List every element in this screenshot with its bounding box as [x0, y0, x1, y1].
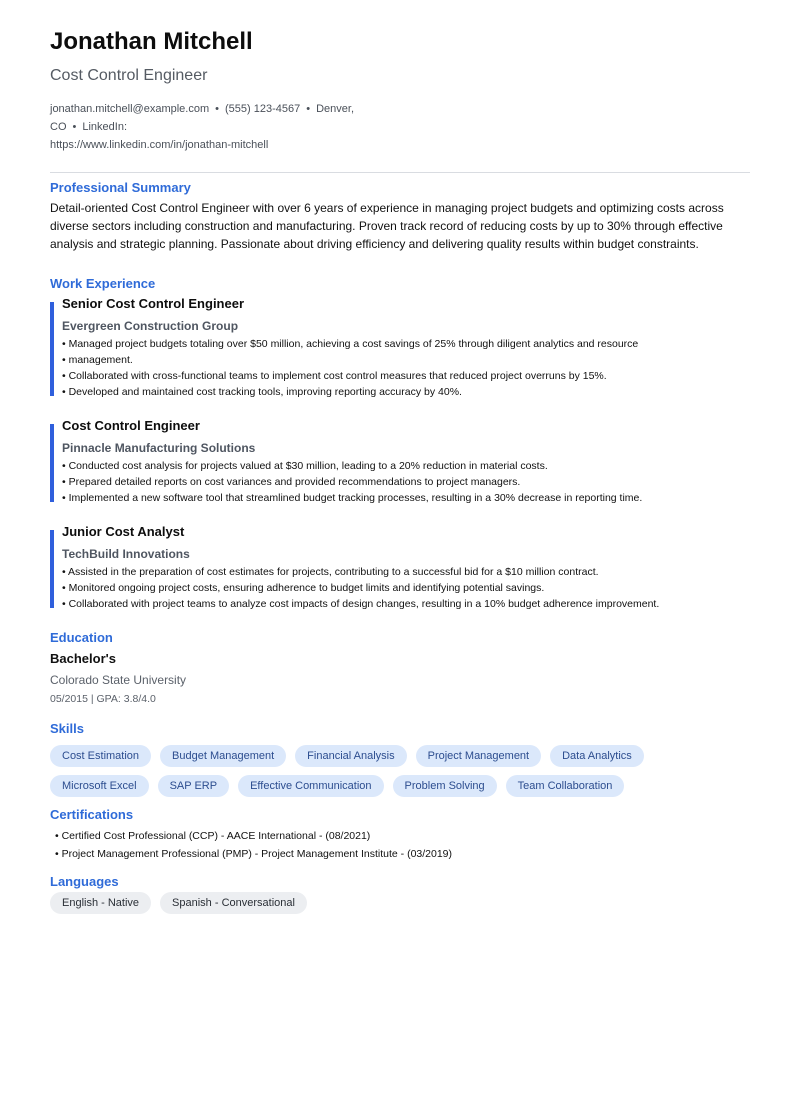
job-accent-bar	[50, 302, 54, 396]
job-company: TechBuild Innovations	[62, 547, 190, 561]
contact-info	[50, 100, 430, 154]
list-item: • Managed project budgets totaling over $50 million, achieving a cost savings of 25% through diligent analytics and resource	[62, 338, 639, 350]
education-school: Colorado State University	[50, 673, 187, 687]
language-chip: Spanish - Conversational	[160, 892, 307, 914]
list-item: • Implemented a new software tool that streamlined budget tracking processes, resulting in a 30% decrease in reporting time.	[62, 492, 643, 504]
skill-chip: Budget Management	[160, 745, 286, 767]
job-title: Junior Cost Analyst	[62, 524, 185, 539]
skill-chip: Effective Communication	[238, 775, 383, 797]
job-accent-bar	[50, 424, 54, 502]
linkedin-label: LinkedIn:	[82, 121, 128, 133]
summary-text: Detail-oriented Cost Control Engineer with over 6 years of experience in managing project budgets and optimizing costs across diverse sectors including construction and manufacturing. Proven track record of reducing costs by up to 30% through effective analysis and strategic planning. Passionate about driving efficiency and delivering quality results within budget constraints.	[50, 201, 724, 251]
location-text: Denver, CO	[50, 103, 355, 133]
skills-list	[50, 745, 750, 805]
skill-chip: Problem Solving	[393, 775, 497, 797]
job-entry	[50, 296, 750, 400]
list-item: • Project Management Professional (PMP) - Project Management Institute - (03/2019)	[55, 848, 453, 860]
job-accent-bar	[50, 530, 54, 608]
summary-heading: Professional Summary	[50, 180, 191, 195]
job-title: Senior Cost Control Engineer	[62, 296, 245, 311]
job-company: Evergreen Construction Group	[62, 319, 239, 333]
skill-chip: Team Collaboration	[506, 775, 625, 797]
phone-text: (555) 123-4567	[225, 103, 301, 115]
languages-list	[50, 892, 750, 922]
list-item: • Collaborated with cross-functional teams to implement cost control measures that reduced project overruns by 15%.	[62, 370, 607, 382]
candidate-name: Jonathan Mitchell	[50, 28, 253, 55]
job-entry	[50, 524, 750, 612]
job-bullets	[62, 458, 750, 506]
education-heading: Education	[50, 630, 113, 645]
job-entry	[50, 418, 750, 506]
list-item: • Assisted in the preparation of cost estimates for projects, contributing to a successful bid for a $10 million contract.	[62, 566, 599, 578]
skill-chip: Microsoft Excel	[50, 775, 149, 797]
skill-chip: Data Analytics	[550, 745, 644, 767]
list-item: • Developed and maintained cost tracking tools, improving reporting accuracy by 40%.	[62, 386, 462, 398]
list-item: • Certified Cost Professional (CCP) - AACE International - (08/2021)	[55, 830, 371, 842]
education-meta: 05/2015 | GPA: 3.8/4.0	[50, 693, 156, 705]
linkedin-link[interactable]: https://www.linkedin.com/in/jonathan-mitchell	[50, 139, 269, 151]
job-bullets	[62, 564, 750, 612]
list-item: • management.	[62, 354, 133, 366]
skills-heading: Skills	[50, 721, 84, 736]
job-title: Cost Control Engineer	[62, 418, 200, 433]
email-link[interactable]: jonathan.mitchell@example.com	[50, 103, 210, 115]
skill-chip: Financial Analysis	[295, 745, 406, 767]
contact-separator: •	[72, 121, 77, 133]
list-item: • Monitored ongoing project costs, ensuring adherence to budget limits and identifying potential savings.	[62, 582, 545, 594]
certifications-heading: Certifications	[50, 807, 134, 822]
contact-separator: •	[306, 103, 311, 115]
job-company: Pinnacle Manufacturing Solutions	[62, 441, 256, 455]
skill-chip: Project Management	[416, 745, 542, 767]
list-item: • Conducted cost analysis for projects valued at $30 million, leading to a 20% reduction in material costs.	[62, 460, 548, 472]
work-heading: Work Experience	[50, 276, 156, 291]
education-degree: Bachelor's	[50, 651, 116, 666]
candidate-role: Cost Control Engineer	[50, 67, 208, 84]
languages-heading: Languages	[50, 874, 119, 889]
language-chip: English - Native	[50, 892, 151, 914]
contact-separator: •	[215, 103, 219, 115]
list-item: • Prepared detailed reports on cost variances and provided recommendations to project managers.	[62, 476, 521, 488]
certifications-list	[50, 827, 750, 863]
header-divider	[50, 172, 750, 173]
skill-chip: Cost Estimation	[50, 745, 151, 767]
job-bullets	[62, 336, 750, 400]
list-item: • Collaborated with project teams to analyze cost impacts of design changes, resulting in a 10% budget adherence improvement.	[62, 598, 660, 610]
skill-chip: SAP ERP	[158, 775, 230, 797]
